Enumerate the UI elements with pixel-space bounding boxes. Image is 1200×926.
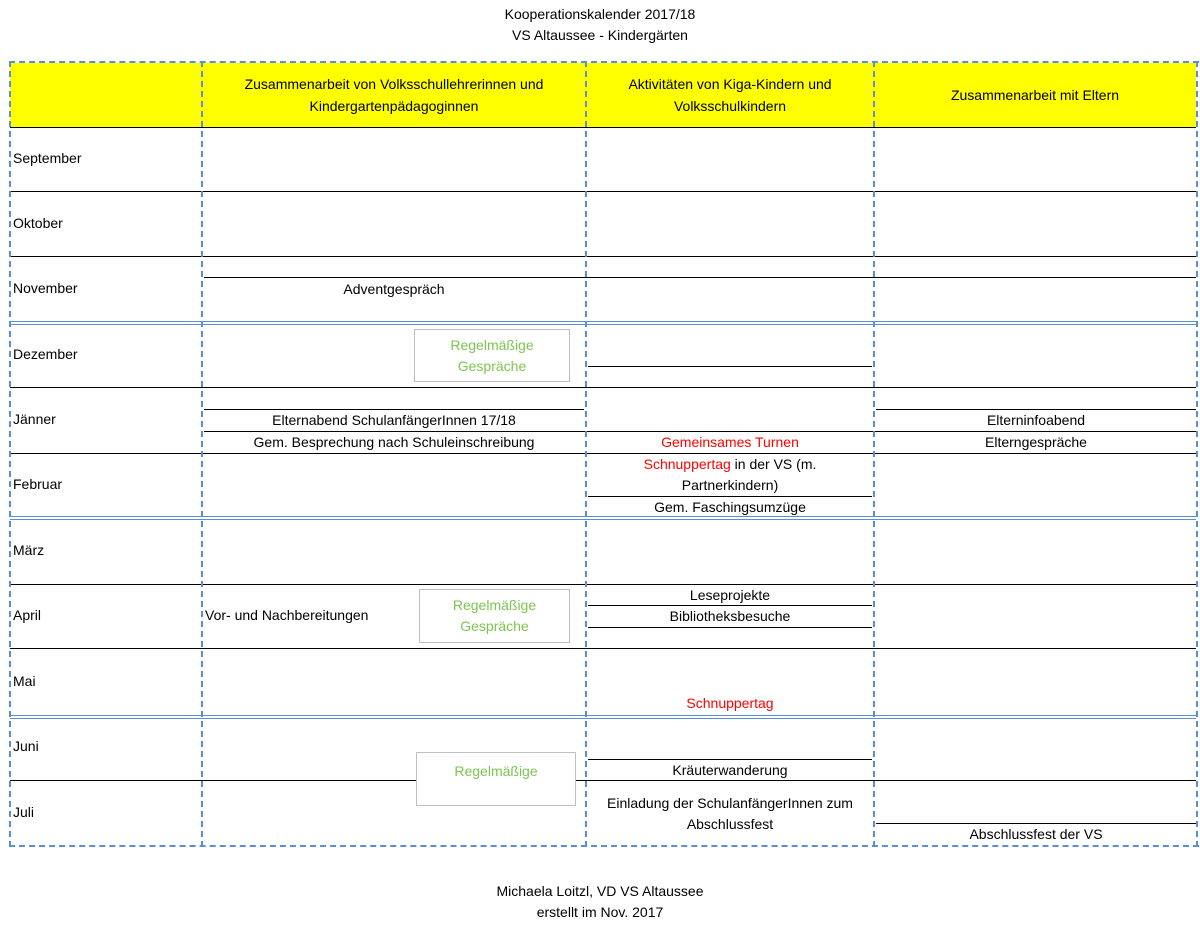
column-line <box>873 61 875 847</box>
quarter-separator <box>10 321 1196 325</box>
month-september: September <box>13 150 82 166</box>
footer-date: erstellt im Nov. 2017 <box>536 904 664 920</box>
cell-jul-parents: Abschlussfest der VS <box>969 826 1103 842</box>
cell-nov-teachers: Adventgespräch <box>343 281 445 297</box>
note-box-regular-talks <box>416 752 576 806</box>
cell-text: in der VS (m. <box>730 456 817 472</box>
row-divider <box>10 648 1196 649</box>
note-line: Regelmäßige <box>454 763 538 779</box>
note-line: Gespräche <box>460 618 529 634</box>
header-col-activities: Aktivitäten von Kiga-Kindern und Volksschulkindern <box>628 76 832 114</box>
subrow-line <box>588 366 872 367</box>
note-line: Regelmäßige <box>452 597 537 613</box>
month-februar: Februar <box>13 476 63 492</box>
header-col-teachers: Zusammenarbeit von Volksschullehrerinnen und Kindergartenpädagoginnen <box>244 76 544 114</box>
cell-mai-activities: Schnuppertag <box>686 695 774 711</box>
column-line <box>201 61 203 847</box>
month-juli: Juli <box>13 804 35 820</box>
subrow-line <box>204 277 1196 278</box>
cell-feb-activities-b: Gem. Faschingsumzüge <box>654 499 806 515</box>
month-november: November <box>13 280 78 296</box>
month-jaenner: Jänner <box>13 411 56 427</box>
row-divider <box>10 387 1196 388</box>
cell-jan-parents-b: Elterngespräche <box>985 434 1087 450</box>
subrow-line <box>588 627 872 628</box>
month-dezember: Dezember <box>13 346 78 362</box>
month-oktober: Oktober <box>13 215 63 231</box>
document-title: Kooperationskalender 2017/18 <box>504 6 696 22</box>
frame-bottom <box>9 845 1199 847</box>
note-box-regular-talks <box>414 329 570 382</box>
cell-jan-teachers-b: Gem. Besprechung nach Schuleinschreibung <box>253 434 535 450</box>
row-divider <box>10 127 1196 128</box>
highlight-text: Schnuppertag <box>643 456 731 472</box>
column-line <box>585 61 587 847</box>
note-line: Gespräche <box>457 357 527 374</box>
cell-feb-activities-a <box>588 454 872 475</box>
month-mai: Mai <box>13 673 36 689</box>
row-divider <box>10 191 1196 192</box>
cell-jan-parents-a: Elterninfoabend <box>986 412 1086 428</box>
note-box-regular-talks <box>419 589 570 643</box>
month-maerz: März <box>13 542 45 558</box>
cell-apr-activities-b: Bibliotheksbesuche <box>669 608 791 624</box>
month-juni: Juni <box>13 738 39 754</box>
cell-jun-activities: Kräuterwanderung <box>672 762 788 778</box>
cell-jan-activities: Gemeinsames Turnen <box>661 434 799 450</box>
frame-right <box>1196 61 1198 847</box>
cell-jul-activities-1: Einladung der SchulanfängerInnen zum <box>607 795 853 811</box>
cell-jan-teachers-a: Elternabend SchulanfängerInnen 17/18 <box>272 412 516 428</box>
header-col-parents: Zusammenarbeit mit Eltern <box>950 87 1120 103</box>
cell-feb-activities-a2: Partnerkindern) <box>681 477 779 493</box>
cell-apr-teachers: Vor- und Nachbereitungen <box>205 607 369 623</box>
cell-jul-activities-2: Abschlussfest <box>686 816 774 832</box>
frame-left <box>9 61 11 847</box>
footer-author: Michaela Loitzl, VD VS Altaussee <box>496 883 704 899</box>
month-april: April <box>13 607 42 623</box>
row-divider <box>10 256 1196 257</box>
cell-apr-activities-a: Leseprojekte <box>689 587 771 603</box>
document-subtitle: VS Altaussee - Kindergärten <box>512 27 688 43</box>
quarter-separator <box>10 715 1196 719</box>
note-line: Regelmäßige <box>450 336 534 353</box>
frame-top <box>9 61 1199 63</box>
